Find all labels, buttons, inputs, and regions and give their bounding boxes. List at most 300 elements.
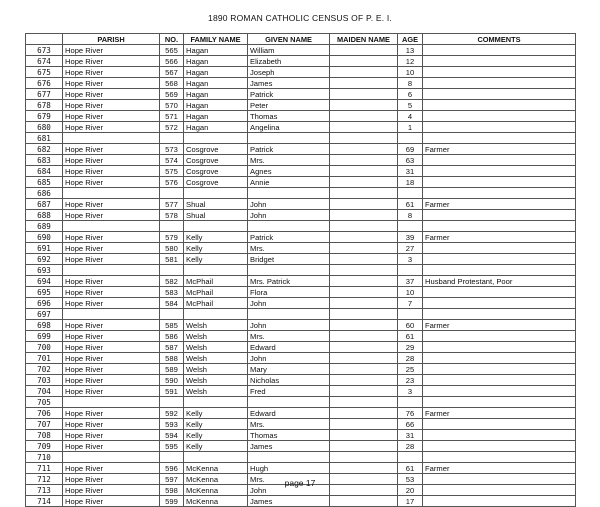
cell-parish: Hope River bbox=[63, 232, 160, 243]
cell-age: 3 bbox=[398, 254, 423, 265]
cell-given-name: Mary bbox=[248, 364, 330, 375]
cell-line-number: 691 bbox=[26, 243, 63, 254]
cell-no: 583 bbox=[160, 287, 184, 298]
cell-parish: Hope River bbox=[63, 177, 160, 188]
table-row bbox=[26, 309, 576, 320]
header-row bbox=[26, 34, 576, 45]
cell-maiden-name bbox=[330, 177, 398, 188]
cell-parish: Hope River bbox=[63, 441, 160, 452]
table-row bbox=[26, 144, 576, 155]
cell-parish: Hope River bbox=[63, 331, 160, 342]
cell-parish: Hope River bbox=[63, 100, 160, 111]
table-row bbox=[26, 122, 576, 133]
header-family-name: FAMILY NAME bbox=[184, 34, 248, 45]
cell-age: 63 bbox=[398, 155, 423, 166]
cell-family-name: McKenna bbox=[184, 463, 248, 474]
page-title: 1890 ROMAN CATHOLIC CENSUS OF P. E. I. bbox=[208, 13, 392, 23]
cell-comments bbox=[423, 265, 576, 276]
cell-parish: Hope River bbox=[63, 67, 160, 78]
cell-parish: Hope River bbox=[63, 155, 160, 166]
cell-age bbox=[398, 188, 423, 199]
cell-maiden-name bbox=[330, 221, 398, 232]
cell-age: 6 bbox=[398, 89, 423, 100]
table-row bbox=[26, 210, 576, 221]
table-row bbox=[26, 342, 576, 353]
cell-no: 574 bbox=[160, 155, 184, 166]
cell-no: 568 bbox=[160, 78, 184, 89]
cell-family-name bbox=[184, 221, 248, 232]
cell-family-name: McPhail bbox=[184, 298, 248, 309]
cell-comments bbox=[423, 243, 576, 254]
cell-line-number: 676 bbox=[26, 78, 63, 89]
table-row bbox=[26, 243, 576, 254]
table-row bbox=[26, 386, 576, 397]
cell-line-number: 703 bbox=[26, 375, 63, 386]
cell-line-number: 702 bbox=[26, 364, 63, 375]
cell-line-number: 698 bbox=[26, 320, 63, 331]
cell-comments bbox=[423, 342, 576, 353]
cell-family-name: Kelly bbox=[184, 408, 248, 419]
table-row bbox=[26, 408, 576, 419]
cell-age: 4 bbox=[398, 111, 423, 122]
cell-comments bbox=[423, 309, 576, 320]
cell-line-number: 707 bbox=[26, 419, 63, 430]
cell-comments bbox=[423, 122, 576, 133]
table-row bbox=[26, 89, 576, 100]
table-row bbox=[26, 67, 576, 78]
cell-line-number: 686 bbox=[26, 188, 63, 199]
cell-given-name: Hugh bbox=[248, 463, 330, 474]
cell-age: 61 bbox=[398, 199, 423, 210]
cell-no: 577 bbox=[160, 199, 184, 210]
cell-no bbox=[160, 221, 184, 232]
cell-no bbox=[160, 188, 184, 199]
cell-maiden-name bbox=[330, 342, 398, 353]
header-given-name: GIVEN NAME bbox=[248, 34, 330, 45]
cell-given-name bbox=[248, 265, 330, 276]
table-row bbox=[26, 430, 576, 441]
cell-family-name bbox=[184, 397, 248, 408]
cell-maiden-name bbox=[330, 210, 398, 221]
cell-no: 566 bbox=[160, 56, 184, 67]
table-row bbox=[26, 254, 576, 265]
cell-age: 8 bbox=[398, 210, 423, 221]
cell-line-number: 684 bbox=[26, 166, 63, 177]
cell-comments bbox=[423, 177, 576, 188]
cell-age bbox=[398, 397, 423, 408]
cell-given-name: Angelina bbox=[248, 122, 330, 133]
cell-parish bbox=[63, 452, 160, 463]
cell-maiden-name bbox=[330, 166, 398, 177]
cell-parish: Hope River bbox=[63, 298, 160, 309]
cell-line-number: 677 bbox=[26, 89, 63, 100]
cell-maiden-name bbox=[330, 78, 398, 89]
cell-parish: Hope River bbox=[63, 144, 160, 155]
cell-no bbox=[160, 452, 184, 463]
cell-no: 595 bbox=[160, 441, 184, 452]
cell-no: 597 bbox=[160, 474, 184, 485]
cell-given-name: John bbox=[248, 298, 330, 309]
cell-given-name: Peter bbox=[248, 100, 330, 111]
cell-given-name: Agnes bbox=[248, 166, 330, 177]
cell-given-name: Patrick bbox=[248, 144, 330, 155]
cell-given-name: Fred bbox=[248, 386, 330, 397]
cell-comments bbox=[423, 56, 576, 67]
cell-age: 61 bbox=[398, 463, 423, 474]
cell-given-name: Joseph bbox=[248, 67, 330, 78]
cell-parish: Hope River bbox=[63, 375, 160, 386]
table-row bbox=[26, 496, 576, 507]
cell-parish: Hope River bbox=[63, 419, 160, 430]
cell-family-name: McKenna bbox=[184, 474, 248, 485]
cell-parish: Hope River bbox=[63, 386, 160, 397]
cell-line-number: 679 bbox=[26, 111, 63, 122]
cell-maiden-name bbox=[330, 397, 398, 408]
cell-age: 31 bbox=[398, 430, 423, 441]
cell-line-number: 708 bbox=[26, 430, 63, 441]
cell-parish: Hope River bbox=[63, 89, 160, 100]
cell-comments bbox=[423, 452, 576, 463]
cell-age: 27 bbox=[398, 243, 423, 254]
cell-maiden-name bbox=[330, 155, 398, 166]
cell-line-number: 699 bbox=[26, 331, 63, 342]
cell-line-number: 705 bbox=[26, 397, 63, 408]
cell-family-name: McPhail bbox=[184, 276, 248, 287]
cell-no: 587 bbox=[160, 342, 184, 353]
cell-given-name: Nicholas bbox=[248, 375, 330, 386]
cell-parish: Hope River bbox=[63, 199, 160, 210]
cell-family-name: Hagan bbox=[184, 122, 248, 133]
cell-family-name: McKenna bbox=[184, 485, 248, 496]
cell-family-name: Kelly bbox=[184, 441, 248, 452]
cell-age bbox=[398, 309, 423, 320]
cell-family-name: Welsh bbox=[184, 331, 248, 342]
table-row bbox=[26, 45, 576, 56]
cell-comments bbox=[423, 430, 576, 441]
cell-no: 581 bbox=[160, 254, 184, 265]
cell-family-name: Hagan bbox=[184, 45, 248, 56]
cell-family-name bbox=[184, 309, 248, 320]
cell-line-number: 683 bbox=[26, 155, 63, 166]
cell-no: 575 bbox=[160, 166, 184, 177]
cell-parish: Hope River bbox=[63, 430, 160, 441]
table-row bbox=[26, 419, 576, 430]
cell-parish: Hope River bbox=[63, 111, 160, 122]
table-row bbox=[26, 364, 576, 375]
table-row bbox=[26, 133, 576, 144]
cell-no: 579 bbox=[160, 232, 184, 243]
cell-parish bbox=[63, 309, 160, 320]
cell-given-name bbox=[248, 452, 330, 463]
cell-given-name: Patrick bbox=[248, 232, 330, 243]
cell-comments bbox=[423, 298, 576, 309]
cell-comments bbox=[423, 375, 576, 386]
cell-maiden-name bbox=[330, 254, 398, 265]
cell-family-name: Kelly bbox=[184, 243, 248, 254]
cell-age bbox=[398, 221, 423, 232]
cell-age: 37 bbox=[398, 276, 423, 287]
cell-maiden-name bbox=[330, 320, 398, 331]
cell-age: 5 bbox=[398, 100, 423, 111]
header-parish: PARISH bbox=[63, 34, 160, 45]
census-table bbox=[25, 33, 576, 507]
table-row bbox=[26, 199, 576, 210]
cell-given-name: Elizabeth bbox=[248, 56, 330, 67]
table-row bbox=[26, 375, 576, 386]
cell-given-name: Mrs. bbox=[248, 474, 330, 485]
cell-comments bbox=[423, 78, 576, 89]
cell-parish bbox=[63, 397, 160, 408]
cell-no: 596 bbox=[160, 463, 184, 474]
cell-comments bbox=[423, 221, 576, 232]
cell-line-number: 701 bbox=[26, 353, 63, 364]
cell-maiden-name bbox=[330, 276, 398, 287]
cell-age: 13 bbox=[398, 45, 423, 56]
cell-given-name bbox=[248, 188, 330, 199]
cell-given-name: Edward bbox=[248, 342, 330, 353]
cell-parish: Hope River bbox=[63, 485, 160, 496]
cell-family-name bbox=[184, 188, 248, 199]
cell-comments bbox=[423, 496, 576, 507]
cell-family-name: Hagan bbox=[184, 100, 248, 111]
cell-line-number: 690 bbox=[26, 232, 63, 243]
cell-parish: Hope River bbox=[63, 364, 160, 375]
cell-comments: Farmer bbox=[423, 463, 576, 474]
cell-line-number: 694 bbox=[26, 276, 63, 287]
cell-given-name: John bbox=[248, 210, 330, 221]
cell-line-number: 696 bbox=[26, 298, 63, 309]
cell-given-name: Edward bbox=[248, 408, 330, 419]
cell-given-name: Flora bbox=[248, 287, 330, 298]
table-row bbox=[26, 78, 576, 89]
cell-age: 12 bbox=[398, 56, 423, 67]
cell-age: 66 bbox=[398, 419, 423, 430]
table-row bbox=[26, 265, 576, 276]
cell-parish bbox=[63, 188, 160, 199]
cell-family-name: Cosgrove bbox=[184, 177, 248, 188]
cell-parish: Hope River bbox=[63, 320, 160, 331]
cell-family-name: Welsh bbox=[184, 386, 248, 397]
cell-family-name: McPhail bbox=[184, 287, 248, 298]
cell-parish: Hope River bbox=[63, 56, 160, 67]
cell-no: 567 bbox=[160, 67, 184, 78]
cell-maiden-name bbox=[330, 331, 398, 342]
cell-line-number: 673 bbox=[26, 45, 63, 56]
cell-family-name: Cosgrove bbox=[184, 166, 248, 177]
cell-line-number: 688 bbox=[26, 210, 63, 221]
cell-given-name: James bbox=[248, 441, 330, 452]
cell-no: 578 bbox=[160, 210, 184, 221]
cell-no: 598 bbox=[160, 485, 184, 496]
cell-age: 29 bbox=[398, 342, 423, 353]
cell-family-name: Kelly bbox=[184, 232, 248, 243]
cell-line-number: 680 bbox=[26, 122, 63, 133]
cell-given-name: John bbox=[248, 320, 330, 331]
cell-given-name: Bridget bbox=[248, 254, 330, 265]
cell-family-name: Kelly bbox=[184, 254, 248, 265]
cell-given-name: Thomas bbox=[248, 111, 330, 122]
table-row bbox=[26, 232, 576, 243]
cell-age: 28 bbox=[398, 441, 423, 452]
cell-line-number: 678 bbox=[26, 100, 63, 111]
header-comments: COMMENTS bbox=[423, 34, 576, 45]
cell-parish: Hope River bbox=[63, 342, 160, 353]
cell-comments: Farmer bbox=[423, 144, 576, 155]
cell-line-number: 693 bbox=[26, 265, 63, 276]
cell-maiden-name bbox=[330, 56, 398, 67]
cell-maiden-name bbox=[330, 89, 398, 100]
cell-age: 10 bbox=[398, 287, 423, 298]
cell-maiden-name bbox=[330, 199, 398, 210]
cell-family-name bbox=[184, 452, 248, 463]
cell-given-name: John bbox=[248, 353, 330, 364]
cell-comments: Farmer bbox=[423, 408, 576, 419]
cell-maiden-name bbox=[330, 67, 398, 78]
table-row bbox=[26, 298, 576, 309]
cell-parish: Hope River bbox=[63, 287, 160, 298]
cell-family-name: Kelly bbox=[184, 419, 248, 430]
census-body bbox=[26, 45, 576, 507]
table-row bbox=[26, 287, 576, 298]
cell-comments bbox=[423, 353, 576, 364]
cell-maiden-name bbox=[330, 100, 398, 111]
cell-parish: Hope River bbox=[63, 496, 160, 507]
cell-maiden-name bbox=[330, 463, 398, 474]
cell-no bbox=[160, 133, 184, 144]
cell-line-number: 711 bbox=[26, 463, 63, 474]
cell-age: 7 bbox=[398, 298, 423, 309]
cell-line-number: 674 bbox=[26, 56, 63, 67]
cell-maiden-name bbox=[330, 441, 398, 452]
cell-maiden-name bbox=[330, 430, 398, 441]
cell-no: 571 bbox=[160, 111, 184, 122]
cell-comments bbox=[423, 89, 576, 100]
cell-no: 586 bbox=[160, 331, 184, 342]
table-row bbox=[26, 166, 576, 177]
cell-maiden-name bbox=[330, 243, 398, 254]
cell-age: 10 bbox=[398, 67, 423, 78]
cell-age: 28 bbox=[398, 353, 423, 364]
table-row bbox=[26, 452, 576, 463]
cell-line-number: 695 bbox=[26, 287, 63, 298]
cell-maiden-name bbox=[330, 452, 398, 463]
cell-comments bbox=[423, 210, 576, 221]
cell-no: 570 bbox=[160, 100, 184, 111]
table-row bbox=[26, 331, 576, 342]
cell-age: 8 bbox=[398, 78, 423, 89]
cell-family-name: Hagan bbox=[184, 78, 248, 89]
cell-maiden-name bbox=[330, 408, 398, 419]
cell-maiden-name bbox=[330, 496, 398, 507]
cell-parish bbox=[63, 221, 160, 232]
cell-family-name bbox=[184, 265, 248, 276]
cell-age: 60 bbox=[398, 320, 423, 331]
cell-parish: Hope River bbox=[63, 254, 160, 265]
cell-line-number: 681 bbox=[26, 133, 63, 144]
cell-no: 582 bbox=[160, 276, 184, 287]
cell-family-name bbox=[184, 133, 248, 144]
cell-given-name bbox=[248, 397, 330, 408]
table-row bbox=[26, 56, 576, 67]
cell-parish: Hope River bbox=[63, 474, 160, 485]
cell-parish: Hope River bbox=[63, 166, 160, 177]
cell-no: 580 bbox=[160, 243, 184, 254]
cell-comments bbox=[423, 331, 576, 342]
cell-no: 590 bbox=[160, 375, 184, 386]
cell-line-number: 710 bbox=[26, 452, 63, 463]
cell-age: 53 bbox=[398, 474, 423, 485]
cell-maiden-name bbox=[330, 287, 398, 298]
cell-line-number: 709 bbox=[26, 441, 63, 452]
cell-no: 573 bbox=[160, 144, 184, 155]
cell-line-number: 692 bbox=[26, 254, 63, 265]
cell-comments bbox=[423, 441, 576, 452]
cell-line-number: 682 bbox=[26, 144, 63, 155]
cell-maiden-name bbox=[330, 122, 398, 133]
cell-comments bbox=[423, 419, 576, 430]
cell-parish: Hope River bbox=[63, 210, 160, 221]
cell-given-name: Patrick bbox=[248, 89, 330, 100]
cell-age: 1 bbox=[398, 122, 423, 133]
table-row bbox=[26, 155, 576, 166]
header-maiden-name: MAIDEN NAME bbox=[330, 34, 398, 45]
table-row bbox=[26, 177, 576, 188]
table-row bbox=[26, 463, 576, 474]
cell-age: 20 bbox=[398, 485, 423, 496]
cell-no: 591 bbox=[160, 386, 184, 397]
table-row bbox=[26, 353, 576, 364]
cell-family-name: Welsh bbox=[184, 375, 248, 386]
cell-family-name: Cosgrove bbox=[184, 155, 248, 166]
cell-family-name: Shual bbox=[184, 199, 248, 210]
cell-given-name: Mrs. bbox=[248, 155, 330, 166]
cell-age: 3 bbox=[398, 386, 423, 397]
cell-age: 69 bbox=[398, 144, 423, 155]
cell-no: 584 bbox=[160, 298, 184, 309]
cell-comments: Farmer bbox=[423, 232, 576, 243]
cell-comments bbox=[423, 364, 576, 375]
cell-family-name: Hagan bbox=[184, 56, 248, 67]
cell-maiden-name bbox=[330, 144, 398, 155]
cell-given-name: Mrs. bbox=[248, 419, 330, 430]
header-age: AGE bbox=[398, 34, 423, 45]
cell-maiden-name bbox=[330, 298, 398, 309]
cell-comments bbox=[423, 397, 576, 408]
cell-no: 572 bbox=[160, 122, 184, 133]
cell-family-name: Welsh bbox=[184, 320, 248, 331]
cell-given-name bbox=[248, 221, 330, 232]
cell-given-name: James bbox=[248, 78, 330, 89]
cell-maiden-name bbox=[330, 386, 398, 397]
cell-comments bbox=[423, 133, 576, 144]
cell-given-name: James bbox=[248, 496, 330, 507]
cell-parish: Hope River bbox=[63, 408, 160, 419]
cell-no bbox=[160, 309, 184, 320]
cell-age: 61 bbox=[398, 331, 423, 342]
cell-given-name: Mrs. bbox=[248, 243, 330, 254]
cell-maiden-name bbox=[330, 111, 398, 122]
cell-comments: Husband Protestant, Poor bbox=[423, 276, 576, 287]
cell-comments: Farmer bbox=[423, 320, 576, 331]
cell-comments bbox=[423, 287, 576, 298]
table-row bbox=[26, 441, 576, 452]
cell-parish: Hope River bbox=[63, 243, 160, 254]
cell-line-number: 687 bbox=[26, 199, 63, 210]
cell-maiden-name bbox=[330, 45, 398, 56]
cell-family-name: Welsh bbox=[184, 342, 248, 353]
table-row bbox=[26, 111, 576, 122]
cell-given-name: John bbox=[248, 485, 330, 496]
